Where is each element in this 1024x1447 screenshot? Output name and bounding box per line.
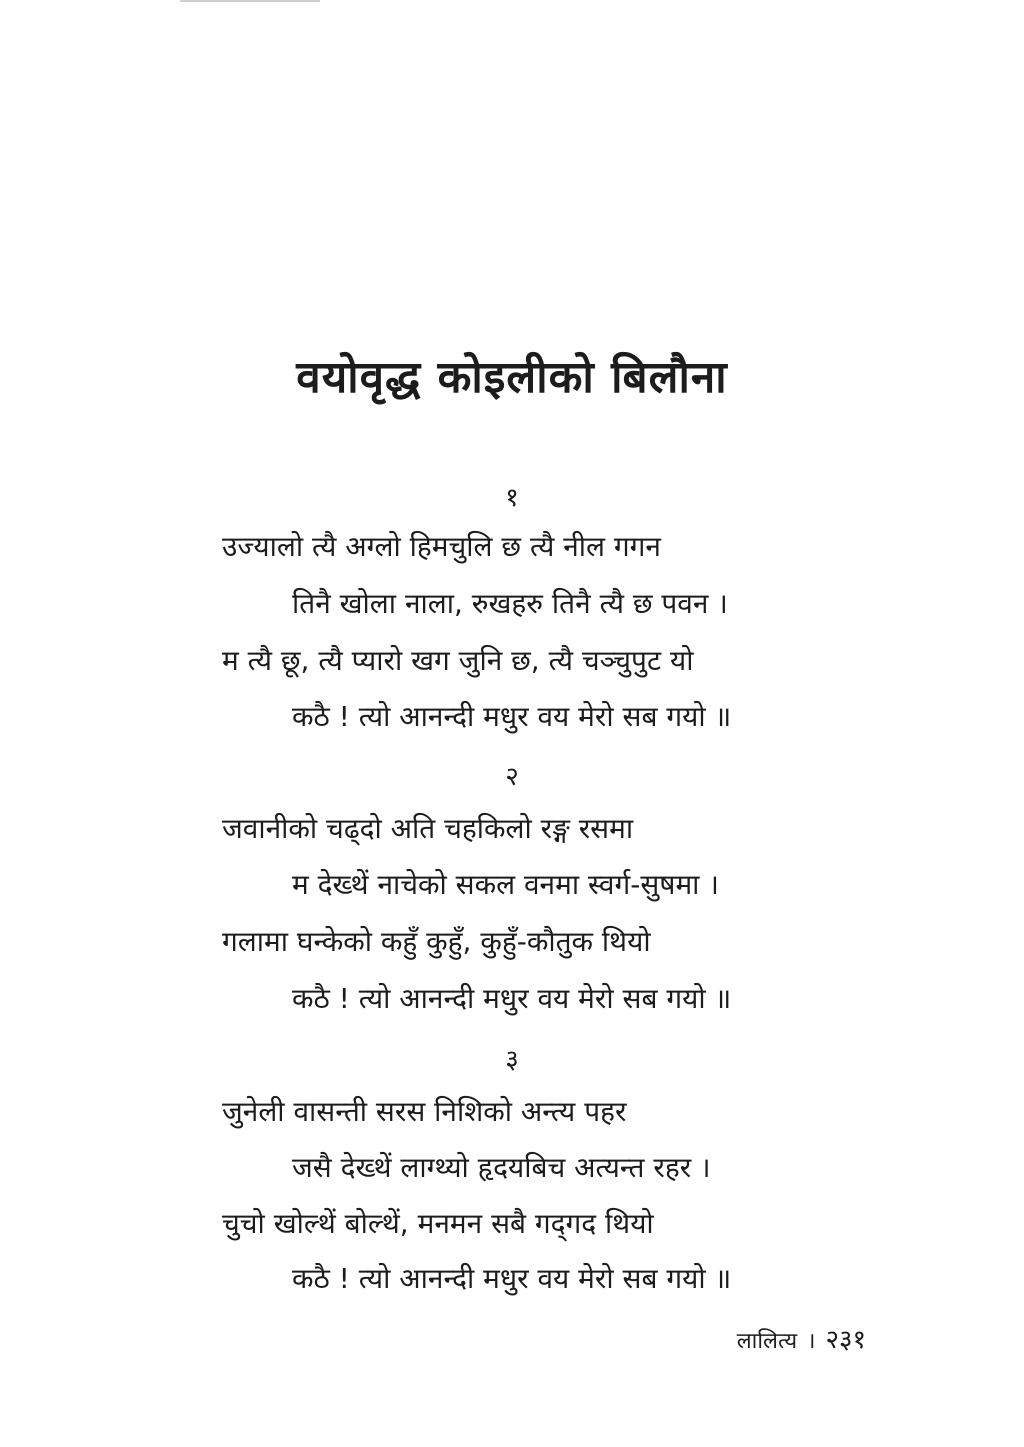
stanza-2-line-4: कठै ! त्यो आनन्दी मधुर वय मेरो सब गयो ॥ <box>292 982 732 1015</box>
footer-separator: । <box>807 1329 816 1354</box>
stanza-number-1: १ <box>505 483 519 513</box>
stanza-3-line-4: कठै ! त्यो आनन्दी मधुर वय मेरो सब गयो ॥ <box>292 1262 732 1295</box>
stanza-number-3: ३ <box>505 1045 519 1075</box>
stanza-1-line-2: तिनै खोला नाला, रुखहरु तिनै त्यै छ पवन । <box>292 587 728 620</box>
stanza-1-line-1: उज्यालो त्यै अग्लो हिमचुलि छ त्यै नील गगन <box>222 530 661 563</box>
stanza-number-2: २ <box>505 762 519 792</box>
stanza-3-line-1: जुनेली वासन्ती सरस निशिको अन्त्य पहर <box>222 1095 627 1128</box>
stanza-3-line-2: जसै देख्थें लाग्थ्यो हृदयबिच अत्यन्त रहर । <box>292 1151 711 1184</box>
stanza-2-line-3: गलामा घन्केको कहुँ कुहुँ, कुहुँ-कौतुक थियो <box>222 925 651 958</box>
stanza-2-line-2: म देख्थें नाचेको सकल वनमा स्वर्ग-सुषमा । <box>292 868 719 901</box>
stanza-1-line-3: म त्यै छू, त्यै प्यारो खग जुनि छ, त्यै चञ्चुपुट यो <box>222 644 694 677</box>
stanza-3-line-3: चुचो खोल्थें बोल्थें, मनमन सबै गद्‌गद थियो <box>222 1207 654 1240</box>
footer-book-title: लालित्य <box>736 1329 798 1354</box>
poem-title: वयोवृद्ध कोइलीको बिलौना <box>296 352 728 403</box>
top-rule <box>180 0 320 2</box>
page-number: २३१ <box>825 1325 866 1355</box>
stanza-2-line-1: जवानीको चढ्दो अति चहकिलो रङ्ग रसमा <box>222 812 634 845</box>
stanza-1-line-4: कठै ! त्यो आनन्दी मधुर वय मेरो सब गयो ॥ <box>292 700 732 733</box>
page-footer <box>737 1320 866 1356</box>
